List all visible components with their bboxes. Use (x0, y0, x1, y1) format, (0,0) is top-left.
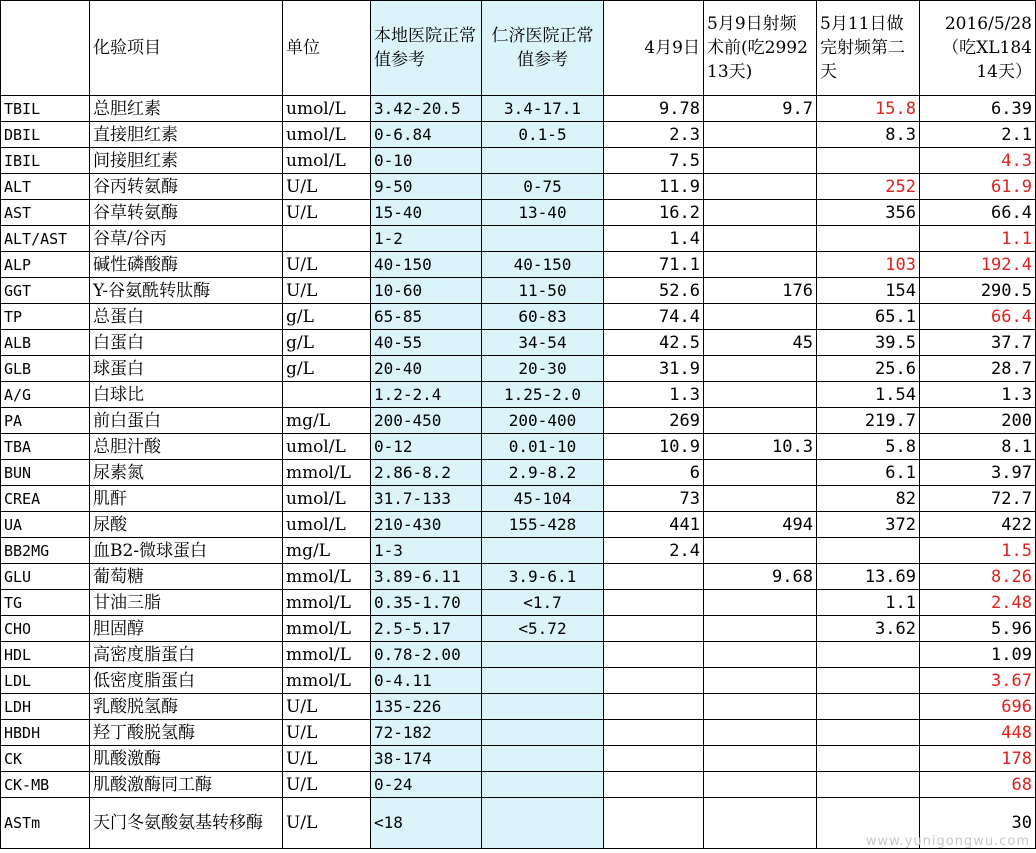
table-cell: IBIL (1, 148, 90, 174)
header-cell (1, 1, 90, 96)
table-cell: 1.5 (920, 538, 1036, 564)
table-cell: U/L (283, 252, 371, 278)
table-cell: 20-30 (482, 356, 604, 382)
header-cell: 2016/5/28（吃XL184 14天） (920, 1, 1036, 96)
table-cell (482, 798, 604, 849)
table-row (1, 330, 1036, 356)
table-cell (704, 252, 817, 278)
table-cell: LDH (1, 694, 90, 720)
table-cell (704, 772, 817, 798)
table-cell: mmol/L (283, 668, 371, 694)
table-cell: 1-3 (371, 538, 482, 564)
table-cell: CK-MB (1, 772, 90, 798)
table-cell: mmol/L (283, 590, 371, 616)
table-cell: 胆固醇 (90, 616, 283, 642)
table-cell: 3.62 (817, 616, 920, 642)
table-cell (604, 694, 704, 720)
table-cell: 290.5 (920, 278, 1036, 304)
header-cell: 仁济医院正常值参考 (482, 1, 604, 96)
table-cell: mmol/L (283, 460, 371, 486)
table-cell (704, 798, 817, 849)
table-row (1, 96, 1036, 122)
table-cell: 2.5-5.17 (371, 616, 482, 642)
table-cell (604, 798, 704, 849)
table-cell: 3.89-6.11 (371, 564, 482, 590)
table-cell: TBA (1, 434, 90, 460)
table-cell: 441 (604, 512, 704, 538)
table-cell: 谷草转氨酶 (90, 200, 283, 226)
table-cell (604, 746, 704, 772)
table-cell: 间接胆红素 (90, 148, 283, 174)
table-cell: 72-182 (371, 720, 482, 746)
table-cell (482, 538, 604, 564)
table-cell: Y-谷氨酰转肽酶 (90, 278, 283, 304)
table-cell (704, 356, 817, 382)
header-cell: 单位 (283, 1, 371, 96)
table-cell: 20-40 (371, 356, 482, 382)
table-cell: HBDH (1, 720, 90, 746)
table-cell: 6.39 (920, 96, 1036, 122)
table-cell: ALT (1, 174, 90, 200)
table-cell: 3.42-20.5 (371, 96, 482, 122)
table-cell: 40-150 (371, 252, 482, 278)
table-cell: 1.3 (920, 382, 1036, 408)
table-cell (817, 694, 920, 720)
table-cell: 42.5 (604, 330, 704, 356)
table-cell: ALP (1, 252, 90, 278)
table-cell: umol/L (283, 486, 371, 512)
table-cell: 白球比 (90, 382, 283, 408)
table-cell: mmol/L (283, 564, 371, 590)
table-cell (604, 642, 704, 668)
table-cell: 高密度脂蛋白 (90, 642, 283, 668)
table-cell: 1-2 (371, 226, 482, 252)
table-cell: 31.9 (604, 356, 704, 382)
table-cell: 乳酸脱氢酶 (90, 694, 283, 720)
table-row (1, 538, 1036, 564)
table-cell: 422 (920, 512, 1036, 538)
table-cell: 0-6.84 (371, 122, 482, 148)
header-cell: 本地医院正常值参考 (371, 1, 482, 96)
table-cell: 1.4 (604, 226, 704, 252)
table-cell (283, 226, 371, 252)
table-cell (704, 460, 817, 486)
table-cell: AST (1, 200, 90, 226)
table-cell: A/G (1, 382, 90, 408)
table-cell: 30 (920, 798, 1036, 849)
table-cell (817, 772, 920, 798)
table-cell: 2.1 (920, 122, 1036, 148)
table-cell (604, 668, 704, 694)
table-cell: 谷丙转氨酶 (90, 174, 283, 200)
table-cell (704, 382, 817, 408)
table-cell: umol/L (283, 96, 371, 122)
table-cell (482, 148, 604, 174)
table-row (1, 642, 1036, 668)
table-cell: 178 (920, 746, 1036, 772)
table-row (1, 382, 1036, 408)
table-row (1, 434, 1036, 460)
table-cell (704, 122, 817, 148)
table-cell: U/L (283, 720, 371, 746)
table-cell: mg/L (283, 408, 371, 434)
table-cell: 40-55 (371, 330, 482, 356)
table-cell: 252 (817, 174, 920, 200)
table-cell: 155-428 (482, 512, 604, 538)
table-cell: 2.48 (920, 590, 1036, 616)
table-cell: <1.7 (482, 590, 604, 616)
table-cell: ALB (1, 330, 90, 356)
table-row (1, 252, 1036, 278)
table-cell (482, 226, 604, 252)
table-cell (604, 772, 704, 798)
header-cell: 化验项目 (90, 1, 283, 96)
table-cell: 60-83 (482, 304, 604, 330)
table-row (1, 304, 1036, 330)
table-cell: 球蛋白 (90, 356, 283, 382)
table-cell: 血B2-微球蛋白 (90, 538, 283, 564)
table-cell: 0-10 (371, 148, 482, 174)
table-cell (704, 408, 817, 434)
table-cell: 肌酐 (90, 486, 283, 512)
table-row (1, 772, 1036, 798)
table-cell: 1.3 (604, 382, 704, 408)
table-row (1, 148, 1036, 174)
watermark-text: www.yunigongwu.com (865, 834, 1030, 849)
table-cell: 11-50 (482, 278, 604, 304)
table-cell: 0.78-2.00 (371, 642, 482, 668)
table-cell (704, 694, 817, 720)
table-cell: 192.4 (920, 252, 1036, 278)
table-cell: GLB (1, 356, 90, 382)
table-cell: 0.35-1.70 (371, 590, 482, 616)
table-cell: 6 (604, 460, 704, 486)
table-cell (704, 174, 817, 200)
table-cell: 3.4-17.1 (482, 96, 604, 122)
table-cell (604, 564, 704, 590)
header-cell: 5月9日射频术前(吃2992 13天) (704, 1, 817, 96)
table-row (1, 174, 1036, 200)
table-cell: U/L (283, 200, 371, 226)
table-cell (604, 720, 704, 746)
table-cell: <5.72 (482, 616, 604, 642)
table-cell: 39.5 (817, 330, 920, 356)
table-cell (817, 746, 920, 772)
table-cell: mmol/L (283, 642, 371, 668)
table-cell: 3.67 (920, 668, 1036, 694)
table-cell: 13-40 (482, 200, 604, 226)
table-cell: 448 (920, 720, 1036, 746)
table-cell: 154 (817, 278, 920, 304)
table-cell: 6.1 (817, 460, 920, 486)
table-row (1, 226, 1036, 252)
table-cell: 61.9 (920, 174, 1036, 200)
table-cell (704, 590, 817, 616)
table-cell: 3.9-6.1 (482, 564, 604, 590)
table-cell: 直接胆红素 (90, 122, 283, 148)
table-cell: 16.2 (604, 200, 704, 226)
table-cell: CHO (1, 616, 90, 642)
table-cell: 31.7-133 (371, 486, 482, 512)
table-cell: 696 (920, 694, 1036, 720)
table-cell (482, 668, 604, 694)
table-cell: 68 (920, 772, 1036, 798)
table-cell: g/L (283, 330, 371, 356)
table-cell: LDL (1, 668, 90, 694)
table-cell: 66.4 (920, 200, 1036, 226)
table-cell: U/L (283, 746, 371, 772)
table-cell: 总胆红素 (90, 96, 283, 122)
table-cell: 10.3 (704, 434, 817, 460)
table-cell: 74.4 (604, 304, 704, 330)
table-cell (704, 642, 817, 668)
table-cell: 11.9 (604, 174, 704, 200)
table-cell (482, 642, 604, 668)
table-cell: 9.68 (704, 564, 817, 590)
table-cell: mg/L (283, 538, 371, 564)
table-cell: DBIL (1, 122, 90, 148)
table-cell: 45 (704, 330, 817, 356)
table-cell: GLU (1, 564, 90, 590)
table-cell: 0-12 (371, 434, 482, 460)
table-cell: 8.1 (920, 434, 1036, 460)
table-cell: 1.09 (920, 642, 1036, 668)
table-cell: U/L (283, 174, 371, 200)
table-cell: 甘油三脂 (90, 590, 283, 616)
table-cell: 2.3 (604, 122, 704, 148)
table-cell: 9-50 (371, 174, 482, 200)
table-cell: 210-430 (371, 512, 482, 538)
table-cell: 8.3 (817, 122, 920, 148)
table-cell: ALT/AST (1, 226, 90, 252)
table-row (1, 200, 1036, 226)
table-cell: 2.4 (604, 538, 704, 564)
table-cell: 0-75 (482, 174, 604, 200)
table-cell (817, 642, 920, 668)
table-cell: 66.4 (920, 304, 1036, 330)
table-cell: 372 (817, 512, 920, 538)
table-cell: 肌酸激酶同工酶 (90, 772, 283, 798)
table-cell: 5.96 (920, 616, 1036, 642)
table-cell (817, 148, 920, 174)
table-cell (482, 746, 604, 772)
table-cell: 0-24 (371, 772, 482, 798)
table-cell: UA (1, 512, 90, 538)
table-cell: 肌酸激酶 (90, 746, 283, 772)
table-cell: 2.9-8.2 (482, 460, 604, 486)
table-cell: 40-150 (482, 252, 604, 278)
table-cell: 碱性磷酸酶 (90, 252, 283, 278)
table-row (1, 564, 1036, 590)
table-cell: ASTm (1, 798, 90, 849)
table-cell: 10.9 (604, 434, 704, 460)
table-cell: 10-60 (371, 278, 482, 304)
table-cell: 低密度脂蛋白 (90, 668, 283, 694)
table-cell: 总胆汁酸 (90, 434, 283, 460)
table-cell: 1.54 (817, 382, 920, 408)
table-cell (604, 590, 704, 616)
table-cell (704, 616, 817, 642)
table-cell: umol/L (283, 512, 371, 538)
header-cell: 5月11日做完射频第二天 (817, 1, 920, 96)
table-cell: CK (1, 746, 90, 772)
table-cell: BB2MG (1, 538, 90, 564)
table-cell (482, 720, 604, 746)
table-cell (704, 538, 817, 564)
table-cell: 总蛋白 (90, 304, 283, 330)
table-cell: 37.7 (920, 330, 1036, 356)
table-cell: 15.8 (817, 96, 920, 122)
table-cell: 73 (604, 486, 704, 512)
table-row (1, 278, 1036, 304)
table-cell: 9.7 (704, 96, 817, 122)
table-cell: 200 (920, 408, 1036, 434)
table-cell: 9.78 (604, 96, 704, 122)
table-cell: BUN (1, 460, 90, 486)
table-cell: TP (1, 304, 90, 330)
table-cell: 羟丁酸脱氢酶 (90, 720, 283, 746)
table-cell: 219.7 (817, 408, 920, 434)
table-cell: 200-450 (371, 408, 482, 434)
table-row (1, 486, 1036, 512)
table-row (1, 408, 1036, 434)
table-cell: 1.1 (920, 226, 1036, 252)
table-cell: 72.7 (920, 486, 1036, 512)
table-cell: g/L (283, 356, 371, 382)
table-cell (283, 382, 371, 408)
table-cell: <18 (371, 798, 482, 849)
table-cell: 尿素氮 (90, 460, 283, 486)
table-cell: 3.97 (920, 460, 1036, 486)
table-cell (704, 720, 817, 746)
table-cell: 4.3 (920, 148, 1036, 174)
table-row (1, 694, 1036, 720)
table-cell: 356 (817, 200, 920, 226)
table-cell: 269 (604, 408, 704, 434)
table-cell: 1.25-2.0 (482, 382, 604, 408)
table-cell: CREA (1, 486, 90, 512)
table-row (1, 590, 1036, 616)
table-cell (604, 616, 704, 642)
table-cell: g/L (283, 304, 371, 330)
table-cell: 52.6 (604, 278, 704, 304)
table-cell: U/L (283, 694, 371, 720)
table-cell: 65.1 (817, 304, 920, 330)
table-cell: umol/L (283, 434, 371, 460)
table-row (1, 512, 1036, 538)
table-cell: 200-400 (482, 408, 604, 434)
table-cell (704, 486, 817, 512)
header-row (1, 1, 1036, 96)
table-cell: PA (1, 408, 90, 434)
table-cell: 34-54 (482, 330, 604, 356)
table-cell (704, 304, 817, 330)
table-cell: 38-174 (371, 746, 482, 772)
table-row (1, 668, 1036, 694)
table-cell: GGT (1, 278, 90, 304)
table-cell: 白蛋白 (90, 330, 283, 356)
table-cell: 1.1 (817, 590, 920, 616)
table-cell: U/L (283, 278, 371, 304)
table-row (1, 720, 1036, 746)
table-row (1, 616, 1036, 642)
table-cell: 1.2-2.4 (371, 382, 482, 408)
table-cell: 82 (817, 486, 920, 512)
table-row (1, 460, 1036, 486)
table-cell: 0.01-10 (482, 434, 604, 460)
table-cell: 45-104 (482, 486, 604, 512)
table-cell: 前白蛋白 (90, 408, 283, 434)
table-cell: 8.26 (920, 564, 1036, 590)
table-cell: 0.1-5 (482, 122, 604, 148)
table-cell: U/L (283, 772, 371, 798)
table-cell: umol/L (283, 122, 371, 148)
table-cell: 葡萄糖 (90, 564, 283, 590)
table-cell (704, 746, 817, 772)
table-cell: 71.1 (604, 252, 704, 278)
table-cell (704, 226, 817, 252)
table-cell (704, 668, 817, 694)
table-cell: U/L (283, 798, 371, 849)
table-cell: 15-40 (371, 200, 482, 226)
table-cell: 25.6 (817, 356, 920, 382)
table-cell: 176 (704, 278, 817, 304)
table-cell (817, 226, 920, 252)
header-cell: 4月9日 (604, 1, 704, 96)
table-cell: 0-4.11 (371, 668, 482, 694)
table-cell: 2.86-8.2 (371, 460, 482, 486)
table-cell: TBIL (1, 96, 90, 122)
table-cell: 28.7 (920, 356, 1036, 382)
table-cell (482, 772, 604, 798)
table-cell: 5.8 (817, 434, 920, 460)
table-cell: 天门冬氨酸氨基转移酶 (90, 798, 283, 849)
table-cell: umol/L (283, 148, 371, 174)
table-cell (817, 720, 920, 746)
table-cell (704, 148, 817, 174)
table-row (1, 746, 1036, 772)
table-cell: TG (1, 590, 90, 616)
table-cell (817, 538, 920, 564)
table-cell: 65-85 (371, 304, 482, 330)
table-cell: 103 (817, 252, 920, 278)
table-cell: 谷草/谷丙 (90, 226, 283, 252)
table-cell: 13.69 (817, 564, 920, 590)
table-cell: 135-226 (371, 694, 482, 720)
table-cell (482, 694, 604, 720)
table-cell: 7.5 (604, 148, 704, 174)
table-cell (817, 668, 920, 694)
table-cell (704, 200, 817, 226)
table-cell: 尿酸 (90, 512, 283, 538)
table-row (1, 356, 1036, 382)
table-cell: 494 (704, 512, 817, 538)
table-row (1, 122, 1036, 148)
table-cell: mmol/L (283, 616, 371, 642)
table-cell: HDL (1, 642, 90, 668)
